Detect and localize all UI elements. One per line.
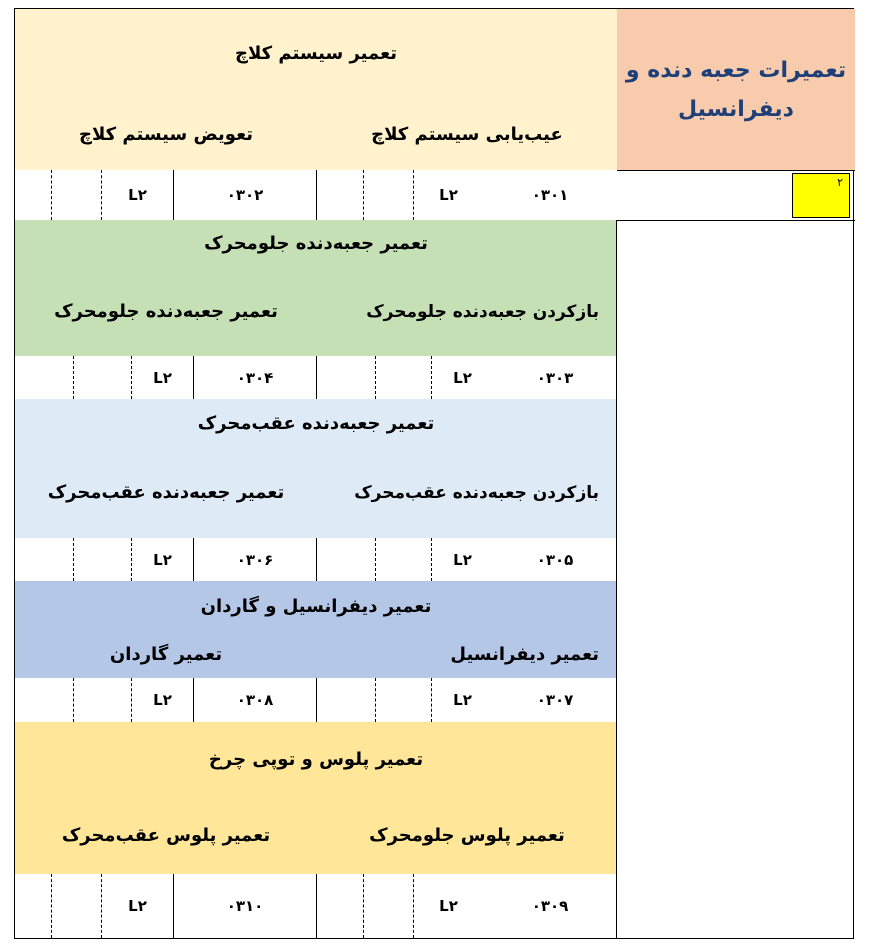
item-code-0306: ۰۳۰۶ (193, 538, 316, 581)
empty-cell (375, 538, 431, 581)
group-title-differential: تعمیر دیفرانسیل و گاردان (15, 581, 617, 632)
level-label: L۲ (131, 678, 193, 722)
level-label: L۲ (101, 170, 173, 220)
item-label-0308: تعمیر گاردان (15, 631, 317, 679)
empty-cell (316, 170, 363, 220)
item-code-0309: ۰۳۰۹ (531, 897, 569, 915)
code-row-4 (15, 678, 617, 723)
group-title-axle: تعمیر پلوس و توپی چرخ (15, 722, 617, 797)
empty-cell (316, 874, 363, 938)
item-code-0304: ۰۳۰۴ (193, 356, 316, 399)
level-label: L۲ (431, 678, 493, 722)
empty-cell (15, 170, 51, 220)
empty-cell (363, 170, 413, 220)
column-divider (616, 220, 617, 938)
empty-cell (316, 538, 375, 581)
level-label: L۲ (101, 874, 173, 938)
item-code-0305: ۰۳۰۵ (536, 550, 574, 569)
level-label: L۲ (413, 170, 483, 220)
group-title-clutch: تعمیر سیستم کلاچ (15, 9, 617, 99)
item-code-0307: ۰۳۰۷ (536, 691, 574, 709)
level-label: L۲ (131, 356, 193, 399)
item-label-0306: تعمیر جعبه‌دنده عقب‌محرک (15, 447, 317, 539)
empty-cell (51, 170, 101, 220)
item-label-0303: بازکردن جعبه‌دنده جلومحرک (316, 267, 617, 357)
group-title-rear-gearbox: تعمیر جعبه‌دنده عقب‌محرک (15, 399, 617, 448)
item-code-0303: ۰۳۰۳ (536, 368, 574, 387)
empty-cell (316, 356, 375, 399)
item-label-0304: تعمیر جعبه‌دنده جلومحرک (15, 267, 317, 357)
code-row-5 (15, 874, 617, 938)
item-code-0302: ۰۳۰۲ (173, 170, 316, 220)
empty-cell (375, 356, 431, 399)
item-code-0308: ۰۳۰۸ (193, 678, 316, 722)
level-label: L۲ (413, 874, 483, 938)
empty-cell (73, 356, 131, 399)
level-label: L۲ (431, 538, 493, 581)
section-number-badge: ۲ (792, 173, 850, 218)
item-code-0310: ۰۳۱۰ (173, 874, 316, 938)
empty-cell (316, 678, 375, 722)
empty-cell (15, 538, 73, 581)
empty-cell (73, 678, 131, 722)
empty-cell (15, 874, 51, 938)
empty-cell (51, 874, 101, 938)
code-row-2 (15, 356, 617, 400)
empty-cell (73, 538, 131, 581)
section-title: تعمیرات جعبه دنده و دیفرانسیل (616, 9, 855, 171)
group-title-front-gearbox: تعمیر جعبه‌دنده جلومحرک (15, 220, 617, 268)
code-row-1 (15, 170, 617, 221)
item-label-0310: تعمیر پلوس عقب‌محرک (15, 796, 317, 875)
level-label: L۲ (131, 538, 193, 581)
item-label-0307: تعمیر دیفرانسیل (316, 631, 617, 679)
item-label-0309: تعمیر پلوس جلومحرک (316, 796, 617, 875)
empty-cell (363, 874, 413, 938)
item-label-0301: عیب‌یابی سیستم کلاچ (316, 98, 617, 171)
level-label: L۲ (431, 356, 493, 399)
empty-cell (15, 356, 73, 399)
empty-cell (15, 678, 73, 722)
item-label-0305: بازکردن جعبه‌دنده عقب‌محرک (316, 447, 617, 539)
competency-table (14, 8, 854, 939)
item-code-0301: ۰۳۰۱ (531, 186, 569, 204)
empty-cell (375, 678, 431, 722)
code-row-3 (15, 538, 617, 582)
item-label-0302: تعویض سیستم کلاچ (15, 98, 317, 171)
